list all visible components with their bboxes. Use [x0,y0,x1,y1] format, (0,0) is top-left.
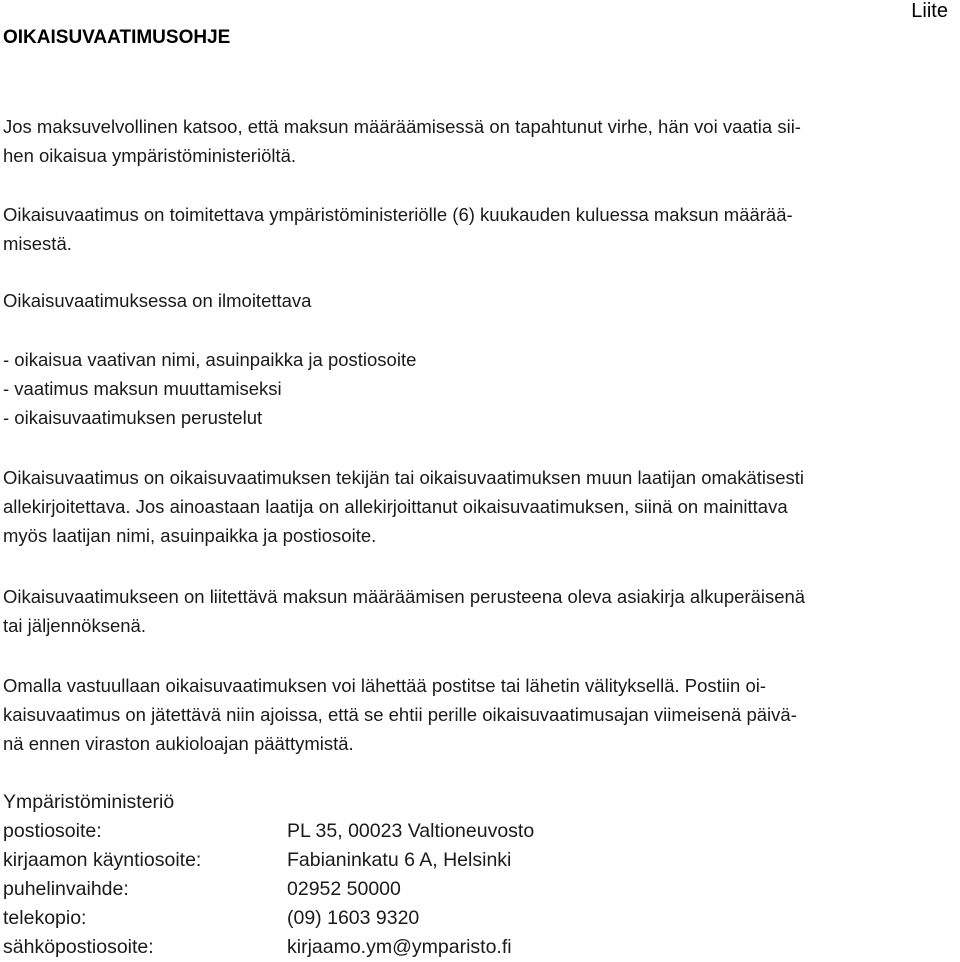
contact-row-phone [3,875,534,904]
text-line: Omalla vastuullaan oikaisuvaatimuksen voi lähettää postitse tai lähetin välityksellä. Postiin oi- [3,675,766,696]
contact-label: telekopio: [3,907,87,929]
text-line: Oikaisuvaatimukseen on liitettävä maksun määräämisen perusteena oleva asiakirja alkuperäisenä [3,586,806,607]
text-line: Oikaisuvaatimus on oikaisuvaatimuksen tekijän tai oikaisuvaatimuksen muun laatijan omakätisesti [3,467,805,488]
contact-value: (09) 1603 9320 [287,907,420,929]
contact-label: postiosoite: [3,820,102,842]
requirements-list [3,345,955,432]
contact-label: kirjaamon käyntiosoite: [3,849,202,871]
list-item: - vaatimus maksun muuttamiseksi [3,378,282,399]
text-line: tai jäljennöksenä. [3,615,146,636]
annex-label: Liite [911,0,948,22]
contact-value: Fabianinkatu 6 A, Helsinki [287,849,512,871]
text-line: Oikaisuvaatimus on toimitettava ympäristöministeriölle (6) kuukauden kuluessa maksun määrää- [3,204,793,225]
text-line: Jos maksuvelvollinen katsoo, että maksun määräämisessä on tapahtunut virhe, hän voi vaatia sii- [3,116,801,137]
contact-label: sähköpostiosoite: [3,936,154,958]
paragraph-delivery [3,671,955,758]
text-line: Oikaisuvaatimuksessa on ilmoitettava [3,290,312,311]
text-line: misestä. [3,233,72,254]
contact-value: 02952 50000 [287,878,401,900]
text-line: nä ennen viraston aukioloajan päättymistä. [3,733,354,754]
contact-org: Ympäristöministeriö [3,791,175,813]
contact-row-visiting [3,846,534,875]
contact-value: PL 35, 00023 Valtioneuvosto [287,820,535,842]
contact-block [3,788,534,962]
text-line: kaisuvaatimus on jätettävä niin ajoissa, että se ehtii perille oikaisuvaatimusajan viimeisenä päivä- [3,704,797,725]
text-line: hen oikaisua ympäristöministeriöltä. [3,145,297,166]
list-item: - oikaisua vaativan nimi, asuinpaikka ja postiosoite [3,349,417,370]
list-item: - oikaisuvaatimuksen perustelut [3,407,263,428]
contact-value: kirjaamo.ym@ymparisto.fi [287,936,512,958]
text-line: allekirjoitettava. Jos ainoastaan laatija on allekirjoittanut oikaisuvaatimuksen, siinä on mainittava [3,496,788,517]
contact-label: puhelinvaihde: [3,878,129,900]
contact-row-fax [3,904,534,933]
paragraph-requirements-intro [3,286,955,315]
contact-row-email [3,933,534,962]
paragraph-error-claim [3,112,955,170]
contact-row-postal [3,817,534,846]
paragraph-deadline [3,200,955,258]
paragraph-signature [3,463,955,550]
document-title: OIKAISUVAATIMUSOHJE [3,27,231,48]
paragraph-attachment [3,582,955,640]
text-line: myös laatijan nimi, asuinpaikka ja postiosoite. [3,525,377,546]
